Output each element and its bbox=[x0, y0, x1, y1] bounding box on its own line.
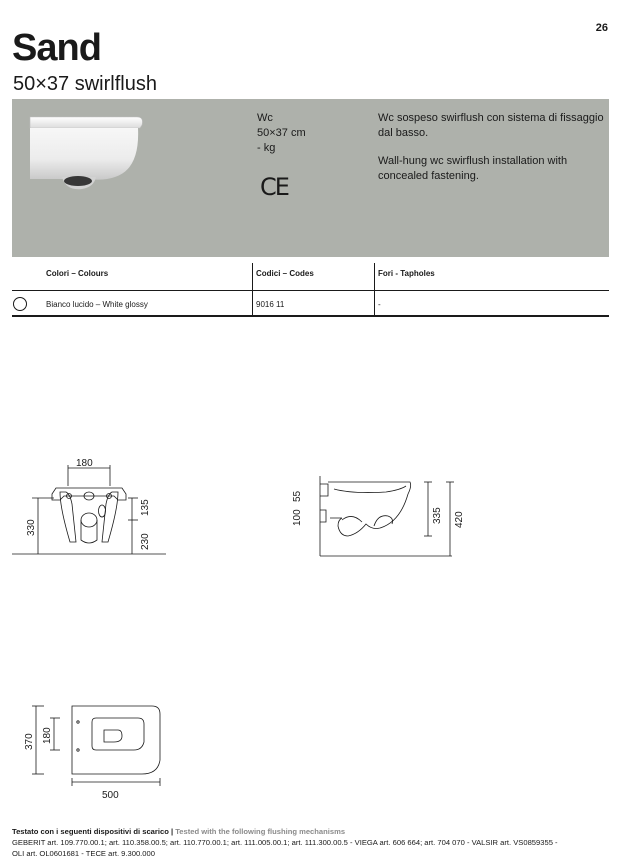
toilet-photo bbox=[12, 99, 242, 257]
product-description bbox=[378, 111, 604, 197]
footer-line-2: OLI art. OL0601681 - TECE art. 9.300.000 bbox=[12, 849, 155, 858]
dim-inner: 180 bbox=[42, 727, 53, 744]
cell-code: 9016 11 bbox=[256, 300, 285, 309]
divider bbox=[374, 291, 375, 317]
spec-weight: - kg bbox=[257, 142, 276, 154]
dim-height-total: 420 bbox=[454, 511, 465, 528]
dim-height-total: 330 bbox=[26, 519, 37, 536]
spec-block bbox=[257, 111, 306, 156]
footer-label-it: Testato con i seguenti dispositivi di scarico | bbox=[12, 827, 174, 836]
white-colour-swatch-icon bbox=[13, 297, 27, 311]
divider bbox=[252, 291, 253, 317]
dim-height-lower: 230 bbox=[140, 533, 151, 550]
description-english: Wall-hung wc swirflush installation with concealed fastening. bbox=[378, 155, 568, 182]
front-view-drawing bbox=[10, 448, 175, 563]
header-codes: Codici – Codes bbox=[256, 269, 314, 278]
dim-lower-offset: 100 bbox=[292, 509, 303, 526]
page-number: 26 bbox=[595, 22, 608, 34]
cell-tapholes: - bbox=[378, 300, 381, 309]
divider bbox=[374, 263, 375, 291]
dim-width-top: 180 bbox=[76, 458, 93, 469]
product-table bbox=[12, 263, 609, 317]
dim-width: 370 bbox=[24, 733, 35, 750]
table-header bbox=[12, 263, 609, 291]
ce-mark-icon: CE bbox=[260, 173, 288, 201]
spec-size: 50×37 cm bbox=[257, 127, 306, 139]
footer-label-en: Tested with the following flushing mechanisms bbox=[175, 827, 346, 836]
footer-heading bbox=[12, 826, 609, 837]
footer-line-1: GEBERIT art. 109.770.00.1; art. 110.358.00.5; art. 110.770.00.1; art. 111.005.00.1; art. 111.300.00.5 - VIEGA art. 606 664; art. 704 070 - VALSIR art. VS0859355 - bbox=[12, 838, 558, 847]
dim-height-upper: 135 bbox=[140, 499, 151, 516]
footer bbox=[12, 826, 609, 859]
header-tapholes: Fori - Tapholes bbox=[378, 269, 435, 278]
dim-depth: 500 bbox=[102, 790, 119, 801]
description-italian: Wc sospeso swirflush con sistema di fissaggio dal basso. bbox=[378, 112, 604, 139]
product-title: Sand bbox=[12, 27, 101, 69]
divider bbox=[252, 263, 253, 291]
dim-height-inner: 335 bbox=[432, 507, 443, 524]
cell-colour: Bianco lucido – White glossy bbox=[46, 300, 148, 309]
header-colours: Colori – Colours bbox=[46, 269, 109, 278]
side-view-drawing bbox=[282, 472, 472, 560]
product-hero-panel bbox=[12, 99, 609, 257]
table-row bbox=[12, 291, 609, 317]
product-subtitle: 50×37 swirlflush bbox=[13, 73, 157, 95]
dim-upper-offset: 55 bbox=[292, 490, 303, 502]
top-view-drawing bbox=[14, 700, 174, 804]
spec-type: Wc bbox=[257, 112, 273, 124]
